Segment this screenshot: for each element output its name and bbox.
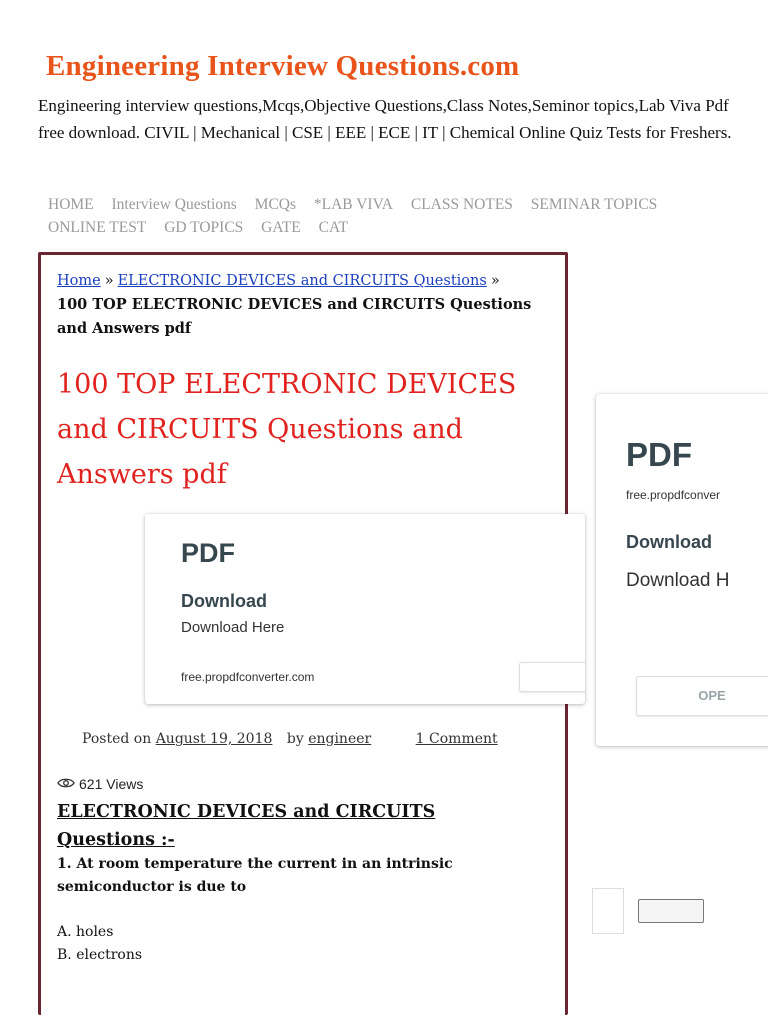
breadcrumb-separator: »: [104, 273, 114, 289]
ad-side-open-button[interactable]: OPE: [636, 676, 768, 716]
breadcrumb-home-link[interactable]: Home: [57, 273, 101, 289]
question-text: 1. At room temperature the current in an intrinsic semiconductor is due to: [57, 856, 453, 895]
post-date-link[interactable]: August 19, 2018: [155, 731, 273, 747]
nav-item-class-notes[interactable]: CLASS NOTES: [410, 196, 513, 213]
posted-on-label: Posted on: [82, 731, 152, 747]
breadcrumb-separator: »: [490, 273, 500, 289]
views-counter: [57, 776, 143, 792]
by-label: by: [286, 731, 304, 747]
nav-item-mcqs[interactable]: MCQs: [254, 196, 297, 213]
nav-item-gd-topics[interactable]: GD TOPICS: [164, 219, 244, 236]
ad-side-pdf-label: PDF: [626, 436, 692, 473]
main-nav: [48, 193, 748, 239]
ad-download-sub: Download Here: [181, 619, 285, 636]
breadcrumb-current: 100 TOP ELECTRONIC DEVICES and CIRCUITS Questions and Answers pdf: [57, 296, 532, 337]
ad-side-domain: free.propdfconver: [626, 488, 721, 502]
ad-open-button[interactable]: [519, 662, 585, 692]
views-count: 621 Views: [79, 776, 144, 792]
ad-pdf-label: PDF: [181, 538, 235, 568]
nav-row-2: [48, 216, 748, 239]
breadcrumb: [57, 270, 547, 341]
option-a: A. holes: [57, 924, 114, 940]
author-link[interactable]: engineer: [308, 731, 372, 747]
ad-download-heading[interactable]: Download: [181, 591, 267, 611]
option-b: B. electrons: [57, 947, 143, 963]
side-widget-box: [592, 888, 624, 934]
ad-card-main[interactable]: [145, 514, 585, 704]
nav-item-cat[interactable]: CAT: [318, 219, 348, 236]
nav-item-online-test[interactable]: ONLINE TEST: [48, 219, 147, 236]
ad-side-download-sub: Download H: [626, 570, 730, 591]
section-heading: ELECTRONIC DEVICES and CIRCUITS Questions :-: [57, 802, 436, 850]
ad-side-download-heading[interactable]: Download: [626, 532, 712, 552]
nav-row-1: [48, 193, 748, 216]
nav-item-lab-viva[interactable]: *LAB VIVA: [313, 196, 393, 213]
site-title[interactable]: Engineering Interview Questions.com: [46, 50, 520, 82]
ad-card-side[interactable]: [596, 394, 768, 746]
eye-icon: [57, 776, 75, 792]
nav-item-seminar-topics[interactable]: SEMINAR TOPICS: [530, 196, 658, 213]
post-meta: [82, 731, 542, 747]
breadcrumb-category-link[interactable]: ELECTRONIC DEVICES and CIRCUITS Questions: [117, 273, 487, 289]
nav-item-home[interactable]: HOME: [48, 196, 94, 213]
nav-item-interview-questions[interactable]: Interview Questions: [111, 196, 237, 213]
ad-domain: free.propdfconverter.com: [181, 670, 315, 684]
side-widget-button[interactable]: [638, 899, 704, 923]
nav-item-gate[interactable]: GATE: [261, 219, 301, 236]
comments-link[interactable]: 1 Comment: [415, 731, 498, 747]
post-title: 100 TOP ELECTRONIC DEVICES and CIRCUITS Questions and Answers pdf: [57, 369, 517, 490]
site-tagline: Engineering interview questions,Mcqs,Objective Questions,Class Notes,Seminor topics,Lab Viva Pdf free download. CIVIL | Mechanical | CSE | EEE | ECE | IT | Chemical Online Quiz Tests for Freshers.: [38, 96, 732, 142]
